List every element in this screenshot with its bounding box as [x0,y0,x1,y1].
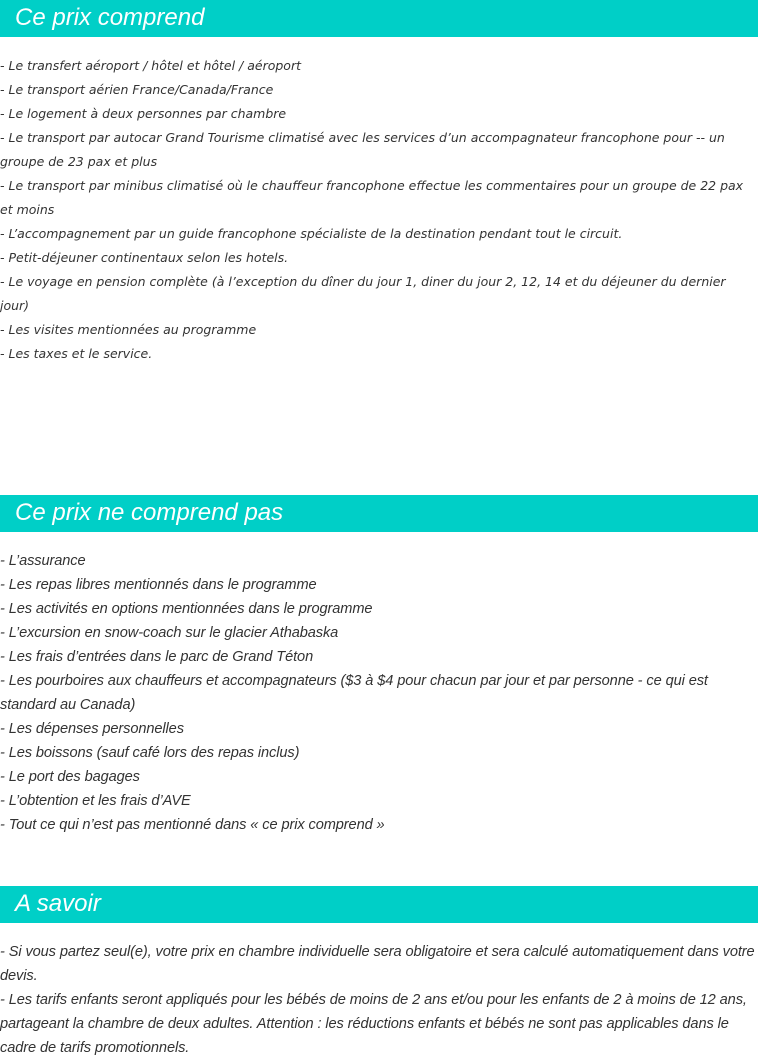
section-title-excludes: Ce prix ne comprend pas [15,499,284,526]
list-item: - L’obtention et les frais d’AVE [0,793,191,809]
list-item: - Le transport par minibus climatisé où le chauffeur francophone effectue les commentaires pour un groupe de 22 pax et moins [0,178,744,217]
list-item: - Le transport par autocar Grand Tourisme climatisé avec les services d’un accompagnateur francophone pour -- un groupe de 23 pax et plus [0,130,725,169]
list-item: - Le voyage en pension complète (à l’exception du dîner du jour 1, diner du jour 2, 12, 14 et du déjeuner du dernier jour) [0,274,726,313]
section-header-excludes [0,495,758,532]
list-item: - Les taxes et le service. [0,346,153,361]
list-item: - Les dépenses personnelles [0,721,184,737]
list-item: - Les boissons (sauf café lors des repas inclus) [0,745,300,761]
section-price-excludes [0,495,758,855]
section-header-know [0,886,758,923]
list-item: - L’accompagnement par un guide francophone spécialiste de la destination pendant tout le circuit. [0,226,623,241]
section-header-includes [0,0,758,37]
list-item: - L’assurance [0,553,86,569]
section-price-includes [0,0,758,460]
section-good-to-know [0,886,758,1059]
section-title-includes: Ce prix comprend [15,4,205,31]
list-item: - Les activités en options mentionnées dans le programme [0,601,373,617]
list-item: - Le transport aérien France/Canada/France [0,82,274,97]
list-item: - Les visites mentionnées au programme [0,322,257,337]
list-item: - Tout ce qui n’est pas mentionné dans « ce prix comprend » [0,817,385,833]
excludes-list [0,549,758,837]
list-item: - Les pourboires aux chauffeurs et accompagnateurs ($3 à $4 pour chacun par jour et par personne - ce qui est standard au Canada) [0,673,708,713]
list-item: - Petit-déjeuner continentaux selon les hotels. [0,250,289,265]
list-item: - Le port des bagages [0,769,140,785]
know-list [0,940,758,1060]
list-item: - Les tarifs enfants seront appliqués pour les bébés de moins de 2 ans et/ou pour les enfants de 2 à moins de 12 ans, partageant la chambre de deux adultes. Attention : les réductions enfants et bébés ne sont pas applicables dans le cadre de tarifs promotionnels. [0,992,747,1056]
list-item: - Si vous partez seul(e), votre prix en chambre individuelle sera obligatoire et sera calculé automatiquement dans votre devis. [0,944,755,984]
section-title-know: A savoir [15,890,101,917]
list-item: - L’excursion en snow-coach sur le glacier Athabaska [0,625,339,641]
list-item: - Le logement à deux personnes par chambre [0,106,287,121]
list-item: - Les repas libres mentionnés dans le programme [0,577,317,593]
includes-list [0,54,758,366]
list-item: - Le transfert aéroport / hôtel et hôtel / aéroport [0,58,301,73]
list-item: - Les frais d’entrées dans le parc de Grand Téton [0,649,314,665]
